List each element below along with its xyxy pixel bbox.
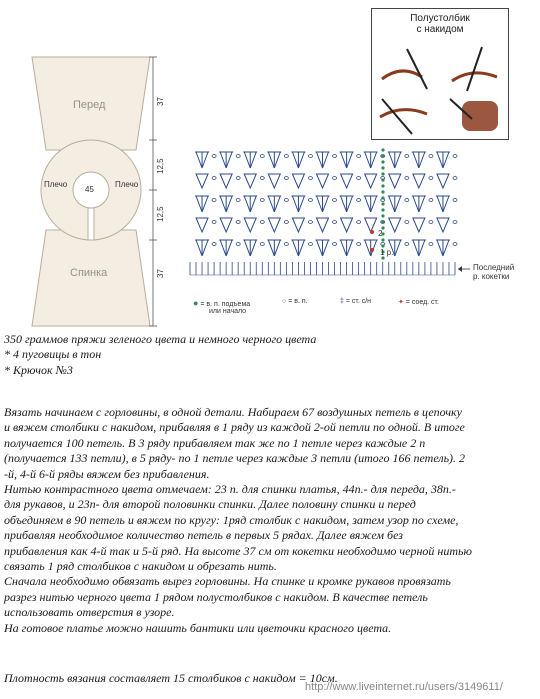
gauge-note: Плотность вязания составляет 15 столбиков с накидом = 10см. — [4, 671, 338, 685]
last-row-label: Последний р. кокетки — [473, 263, 515, 281]
stitch-group — [316, 152, 337, 168]
stitch-group — [268, 174, 288, 188]
crochet-chart — [0, 0, 540, 340]
start-chain-dot — [381, 190, 384, 193]
stitch-group — [412, 196, 433, 212]
stitch-group — [292, 218, 312, 232]
instruction-line: разрез нитью черного цвета 1 рядом полустолбиков с накидом. В качестве петель — [4, 589, 428, 604]
stitch-group — [219, 152, 240, 168]
stitch-group — [243, 240, 264, 256]
start-chain-dot — [381, 178, 384, 181]
dim-yoke-upper: 12,5 — [156, 158, 165, 174]
stitch-group — [340, 152, 361, 168]
slip-stitch-mark — [370, 248, 374, 252]
stitch-group — [364, 152, 385, 168]
stitch-group — [436, 196, 457, 212]
stitch-group — [340, 240, 361, 256]
material-line: * 4 пуговицы в тон — [4, 347, 102, 362]
back-label: Спинка — [70, 267, 108, 279]
materials-list — [4, 332, 316, 378]
instruction-line: объединяем в 90 петель и вяжем по кругу: 1ряд столбик с накидом, затем узор по схеме, — [4, 512, 459, 527]
stitch-group — [219, 196, 240, 212]
stitch-group — [341, 218, 361, 232]
stitch-group — [220, 174, 240, 188]
stitch-group — [341, 174, 361, 188]
instruction-line: использовать отверстия в узоре. — [4, 605, 175, 620]
start-chain-dot — [381, 196, 384, 199]
instruction-line: получается 100 петель. В 3 ряду прибавляем так же по 1 петле через каждые 2 п — [4, 435, 426, 450]
stitch-group — [196, 218, 216, 232]
stitch-group — [291, 196, 312, 212]
legend-dc: ‡ = ст. с/н — [340, 298, 372, 305]
legend-slip: ✦ = соед. ст. — [398, 299, 439, 306]
stitch-group — [243, 152, 264, 168]
stitch-group — [436, 240, 457, 256]
start-chain-dot — [381, 148, 384, 151]
stitch-group — [388, 152, 409, 168]
instruction-line: Сначала необходимо обвязать вырез горловины. На спинке и кромке рукавов провязать — [4, 574, 451, 589]
stitch-group — [243, 196, 264, 212]
legend-chain: ○ = в. п. — [282, 298, 308, 305]
stitch-group — [412, 240, 433, 256]
instruction-line: прибавления как 4-й так и 5-й ряд. На высоте 37 см от кокетки необходимо черной нитью — [4, 543, 472, 558]
instruction-line: прибавляя необходимое количество петель в первых 5 рядах. Далее вяжем без — [4, 528, 403, 543]
illustration-title: Полустолбик с накидом — [410, 13, 470, 35]
instruction-line: -й, 4-й 6-й ряды вяжем без прибавления. — [4, 466, 210, 481]
double-crochet-icon: ‡ — [340, 298, 344, 305]
stitch-group — [267, 196, 288, 212]
start-chain-dot — [381, 238, 384, 241]
instruction-line: и вяжем столбики с накидом, прибавляя в 1 ряду из каждой 2-ой петли по одной. В итоге — [4, 420, 465, 435]
instruction-line: для рукавов, и 23п- для второй половинки спинки. Далее половину спинки и перед — [4, 497, 416, 512]
stitch-group — [219, 240, 240, 256]
start-chain-dot — [381, 202, 384, 205]
stitch-group — [291, 152, 312, 168]
start-chain-dot — [381, 172, 384, 175]
stitch-group — [412, 152, 433, 168]
stitch-group — [195, 152, 216, 168]
start-chain-dot — [381, 208, 384, 211]
neck-value: 45 — [85, 185, 94, 194]
legend-chain-up: ● = в. п. подъема или начало — [193, 298, 251, 315]
stitch-group — [316, 196, 337, 212]
start-chain-dot — [381, 220, 384, 223]
stitch-group — [267, 240, 288, 256]
stitch-group — [195, 196, 216, 212]
stitch-group — [196, 174, 216, 188]
slip-stitch-icon: ✦ — [398, 299, 404, 306]
stitch-group — [244, 174, 264, 188]
dim-front-height: 37 — [156, 97, 165, 106]
stitch-group — [316, 240, 337, 256]
stitch-group — [436, 152, 457, 168]
stitch-group — [340, 196, 361, 212]
stitch-group — [291, 240, 312, 256]
stitch-group — [437, 174, 457, 188]
material-line: 350 граммов пряжи зеленого цвета и немного черного цвета — [4, 332, 317, 346]
stitch-group — [413, 218, 433, 232]
front-label: Перед — [73, 99, 106, 111]
stitch-group — [268, 218, 288, 232]
stitch-group — [437, 218, 457, 232]
start-chain-dot — [381, 166, 384, 169]
stitch-group — [267, 152, 288, 168]
stitch-group — [244, 218, 264, 232]
stitch-group — [413, 174, 433, 188]
material-line: * Крючок №3 — [4, 362, 73, 377]
green-dot-icon: ● — [193, 298, 199, 308]
shoulder-right-label: Плечо — [115, 180, 139, 189]
stitch-group — [317, 218, 337, 232]
dim-back-height: 37 — [156, 269, 165, 278]
instruction-line: Нитью контрастного цвета отмечаем: 23 п. для спинки платья, 44п.- для переда, 38п.- — [4, 482, 456, 497]
stitch-group — [195, 240, 216, 256]
stitch-group — [220, 218, 240, 232]
instructions — [4, 405, 472, 636]
start-chain-dot — [381, 184, 384, 187]
instruction-line: (получается 133 петли), в 5 ряду- по 1 петле через каждые 3 петли (итого 166 петель). 2 — [4, 451, 466, 466]
instruction-line: связать 1 ряд столбиков с накидом и обрезать нить. — [4, 559, 277, 574]
row-number-1: 1 р. — [380, 248, 394, 257]
arrow-head — [458, 266, 462, 272]
start-chain-dot — [381, 214, 384, 217]
slip-stitch-mark — [370, 230, 374, 234]
instruction-line: Вязать начинаем с горловины, в одной детали. Набираем 67 воздушных петель в цепочку — [4, 405, 462, 419]
shoulder-left-label: Плечо — [44, 180, 68, 189]
stitch-group — [292, 174, 312, 188]
stitch-group — [317, 174, 337, 188]
stitch-group — [389, 218, 409, 232]
stitch-group — [388, 196, 409, 212]
watermark-url: http://www.liveinternet.ru/users/3149611/ — [305, 681, 503, 693]
stitch-group — [389, 174, 409, 188]
instruction-line: На готовое платье можно нашить бантики или цветочки красного цвета. — [4, 620, 392, 635]
start-chain-dot — [381, 154, 384, 157]
start-chain-dot — [381, 160, 384, 163]
dim-yoke-lower: 12,5 — [156, 206, 165, 222]
oval-icon: ○ — [282, 298, 287, 305]
row-number-2: 2 — [378, 229, 383, 238]
